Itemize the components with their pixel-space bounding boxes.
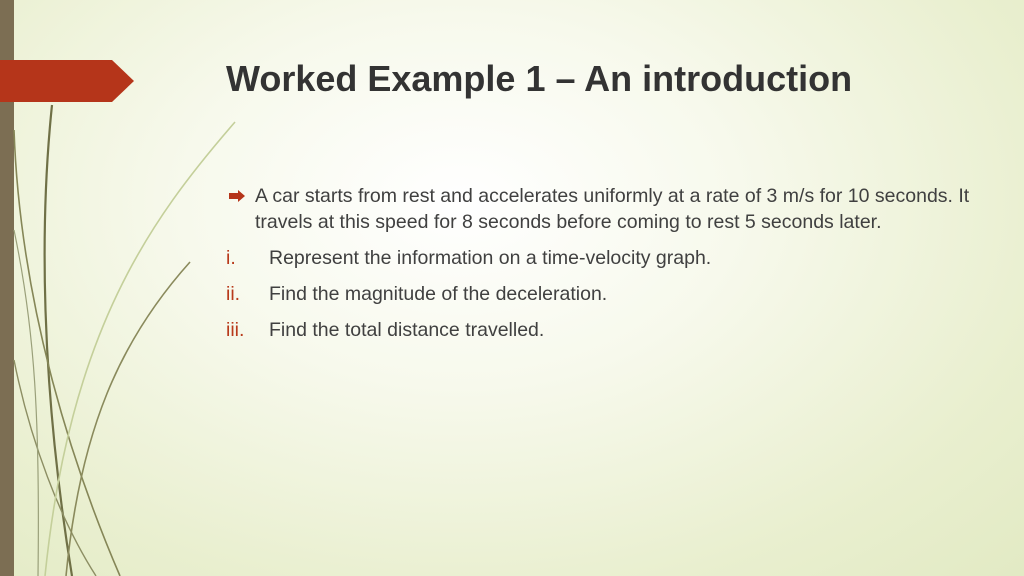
problem-statement bbox=[226, 183, 986, 235]
arrow-bullet-icon bbox=[229, 190, 245, 202]
slide-title: Worked Example 1 – An introduction bbox=[226, 58, 853, 99]
question-text: Represent the information on a time-velocity graph. bbox=[269, 247, 712, 269]
title-accent-arrow bbox=[0, 60, 134, 102]
slide-body bbox=[226, 183, 986, 343]
question-text: Find the magnitude of the deceleration. bbox=[269, 283, 608, 305]
question-text: Find the total distance travelled. bbox=[269, 319, 545, 341]
question-item-1 bbox=[226, 245, 986, 271]
problem-text: A car starts from rest and accelerates uniformly at a rate of 3 m/s for 10 seconds. It travels at this speed for 8 seconds before coming to rest 5 seconds later. bbox=[255, 185, 970, 233]
question-item-3 bbox=[226, 317, 986, 343]
question-number: iii. bbox=[226, 319, 245, 341]
question-list bbox=[226, 245, 986, 343]
question-item-2 bbox=[226, 281, 986, 307]
question-number: i. bbox=[226, 247, 236, 269]
question-number: ii. bbox=[226, 283, 241, 305]
